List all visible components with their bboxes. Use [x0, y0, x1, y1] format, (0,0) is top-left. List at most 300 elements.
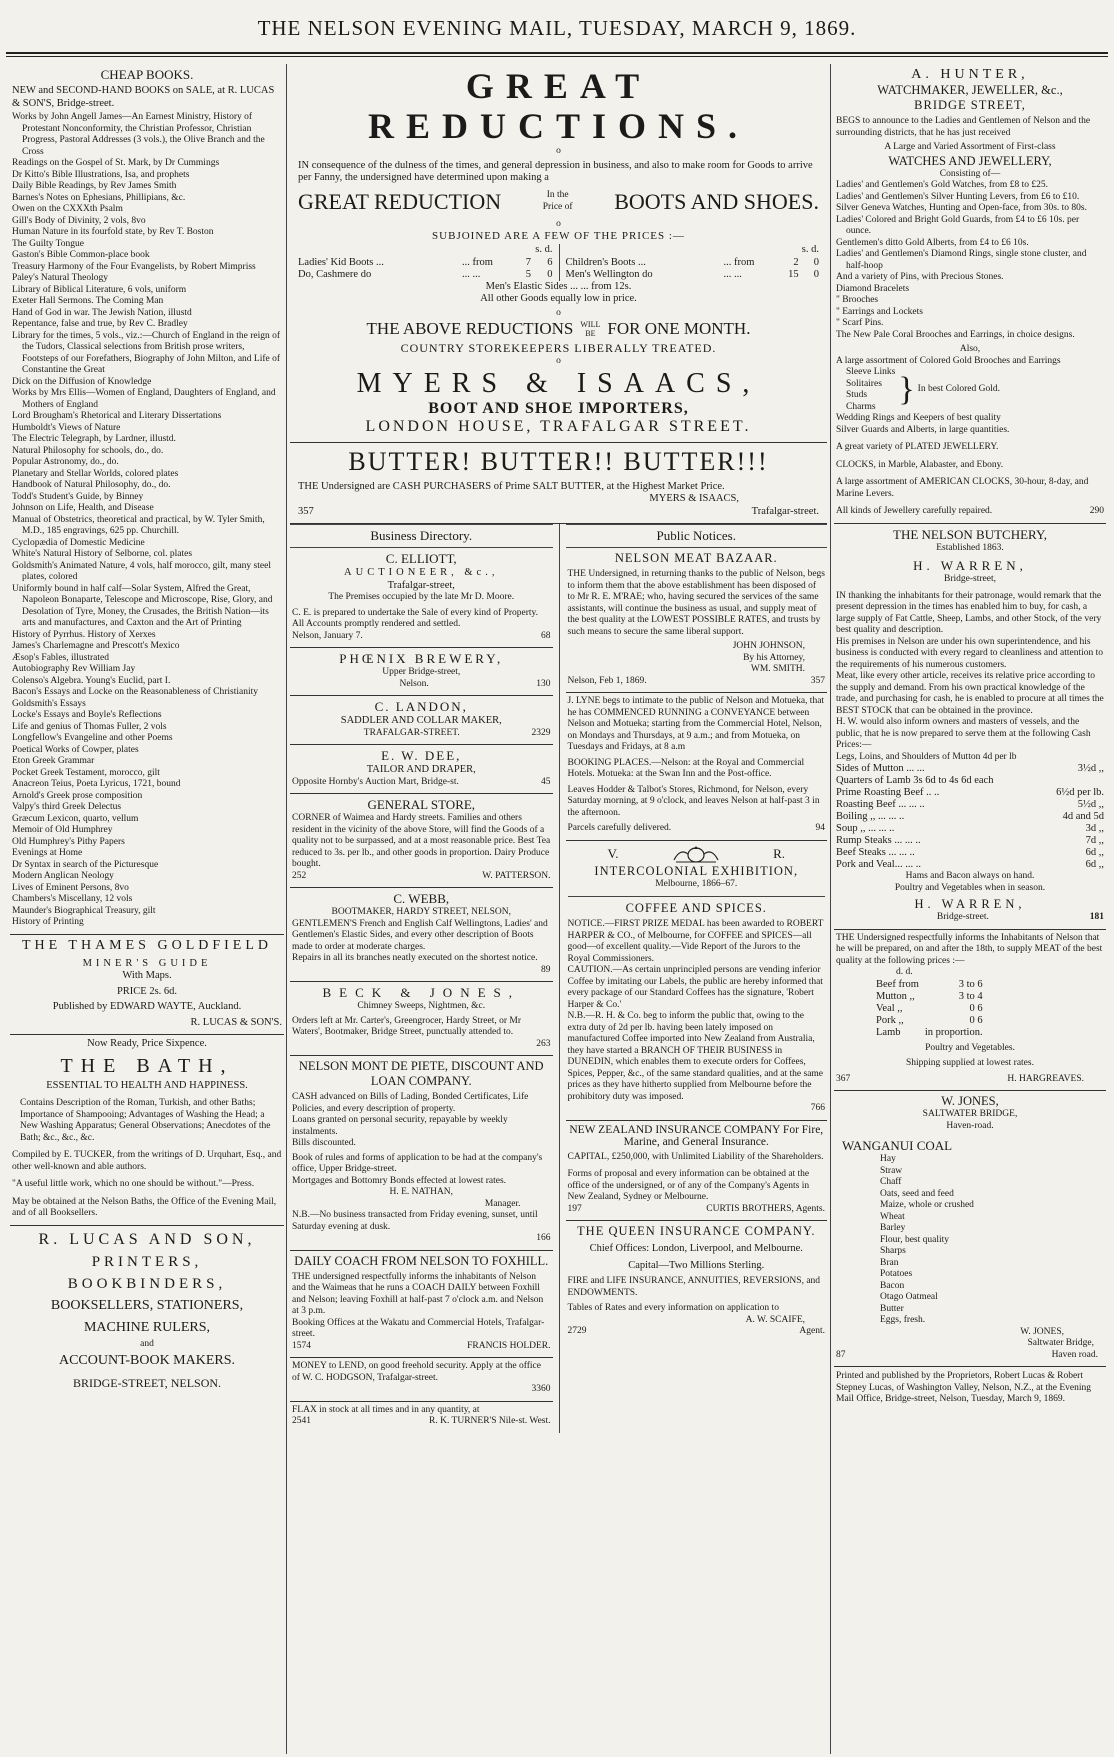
- jones-sig: W. JONES,: [1020, 1326, 1064, 1337]
- book-list-item: Todd's Student's Guide, by Binney: [12, 491, 144, 502]
- meat-price: 0 6: [969, 1014, 983, 1026]
- general-num: 252: [292, 870, 307, 881]
- beck-num: 263: [536, 1038, 551, 1049]
- jewellery-item: Ladies' and Gentlemen's Diamond Rings, single stone cluster, and half-hoop: [836, 249, 1087, 271]
- coach-num: 1574: [292, 1340, 311, 1351]
- produce-item: Oats, seed and feed: [880, 1188, 954, 1199]
- meat-item: Beef from: [876, 978, 919, 990]
- butchery-meat: Meat, like every other article, receives its relative price according to the supply and demand. From his own practical knowledge of the trade, and purchasing for cash, he is enabled to procure at all times the BEST STOCK that can be obtained in the province.: [836, 671, 1104, 716]
- book-list-item: The Guilty Tongue: [12, 238, 84, 249]
- jewellery-item: Ladies' and Gentlemen's Gold Watches, from £8 to £25.: [836, 180, 1048, 190]
- produce-item: Flour, best quality: [880, 1234, 950, 1245]
- hargreaves-poultry: Poultry and Vegetables.: [925, 1042, 1015, 1053]
- hunter-brace-group: [836, 367, 1104, 413]
- hunter-brace-list: [836, 367, 895, 413]
- coach-ad: [290, 1251, 553, 1359]
- great-headline-right: BOOTS AND SHOES.: [614, 188, 819, 214]
- book-list-item: Owen on the CXXXth Psalm: [12, 204, 123, 214]
- landon-name: C. LANDON,: [374, 699, 468, 714]
- bath-title: THE BATH,: [60, 1054, 234, 1077]
- queen-num: 2729: [567, 1326, 587, 1336]
- butchery-hams: Hams and Bacon always on hand.: [905, 871, 1035, 881]
- book-list-item: Popular Astronomy, do., do.: [12, 457, 119, 467]
- jones-coal: WANGANUI COAL: [842, 1138, 953, 1153]
- thames-goldfield-ad: [10, 935, 284, 1036]
- jewellery-item: And a variety of Pins, with Precious Stones.: [836, 272, 1004, 282]
- mont-num: 166: [536, 1233, 551, 1243]
- meat-sig1: JOHN JOHNSON,: [732, 641, 805, 651]
- produce-item: Bacon: [880, 1280, 905, 1291]
- book-list-item: Hand of God in war. The Jewish Nation, illustd: [12, 307, 192, 318]
- price-item: Do, Cashmere do: [298, 268, 372, 280]
- meat-sig3: WM. SMITH.: [750, 664, 805, 674]
- produce-item: Chaff: [880, 1177, 902, 1187]
- hunter-ad: [834, 64, 1106, 524]
- great-mark-2: o: [556, 218, 561, 229]
- book-list-item: Treasury Harmony of the Four Evangelists, by Robert Mimpriss: [12, 261, 256, 272]
- book-list-item: Dr Kitto's Bible Illustrations, Isa, and prophets: [12, 169, 190, 180]
- book-list-item: Eton Greek Grammar: [12, 756, 95, 766]
- meat-item: Soup ,, ... ... ..: [836, 823, 895, 834]
- nzins-body: Forms of proposal and every information can be obtained at the office of the undersigned, or of any of the Company's Agents in New Zealand, Sydney or Melbourne.: [567, 1169, 810, 1202]
- bath-subtitle: ESSENTIAL TO HEALTH AND HAPPINESS.: [46, 1079, 248, 1091]
- lucas-line8: BRIDGE-STREET, NELSON.: [72, 1376, 222, 1390]
- phoenix-ad: [290, 648, 553, 696]
- price-item: Ladies' Kid Boots ...: [298, 256, 384, 268]
- lucas-line2: PRINTERS,: [91, 1253, 203, 1270]
- money-ad: [290, 1358, 553, 1402]
- great-prices-left: [298, 257, 553, 281]
- book-list-item: Cyclopædia of Domestic Medicine: [12, 537, 145, 548]
- book-list-item: Life and genius of Thomas Fuller, 2 vols: [12, 721, 167, 732]
- book-list-item: Maunder's Biographical Treasury, gilt: [12, 905, 156, 916]
- column-rule-2: [830, 64, 831, 1754]
- jewellery-item: Silver Geneva Watches, Hunting and Open-face, from 30s. to 80s.: [836, 203, 1088, 213]
- book-list-item: Barnes's Notes on Ephesians, Phillipians, &c.: [12, 192, 186, 203]
- myers-firm: MYERS & ISAACS,: [356, 367, 761, 399]
- brace-item: Sleeve Links: [846, 367, 896, 377]
- general-sig: W. PATTERSON.: [482, 870, 551, 881]
- meat-date: Nelson, Feb 1, 1869.: [567, 675, 647, 686]
- jewellery-item: " Brooches: [836, 295, 879, 305]
- lucas-line1: R. LUCAS AND SON,: [38, 1230, 256, 1248]
- exhibit-title: INTERCOLONIAL EXHIBITION,: [594, 863, 799, 878]
- mont-loans: Loans granted on personal security, repayable by weekly instalments.: [292, 1115, 508, 1137]
- bath-contents: Contains Description of the Roman, Turkish, and other Baths; Importance of Shampooing; Advantages of Washing the Head; a New Washing Apparatus; General Observations; Anecdotes of the Bath; &c., &c., &c.: [20, 1098, 271, 1143]
- nelson-butchery-ad: [834, 524, 1106, 930]
- butchery-premises: His premises in Nelson are under his own superintendence, and his business is conducted with every regard to cleanliness and attention to the requirements of his numerous customers.: [836, 636, 1103, 670]
- great-prices-right: [566, 257, 820, 281]
- lucas-printers-ad: [10, 1226, 284, 1400]
- cheap-books-list: [12, 112, 282, 929]
- hargreaves-prices: [876, 979, 983, 1039]
- masthead: THE NELSON EVENING MAIL, TUESDAY, MARCH 9, 1869.: [257, 16, 857, 40]
- general-store-ad: [290, 794, 553, 888]
- book-list-item: Goldsmith's Essays: [12, 698, 86, 709]
- meat-price-row: [836, 763, 1104, 775]
- landon-ad: [290, 696, 553, 745]
- exhibit-num: 766: [810, 1103, 825, 1113]
- brace-item: Solitaires: [846, 378, 882, 389]
- exhibit-body: NOTICE.—FIRST PRIZE MEDAL has been awarded to ROBERT HARPER & CO., of Melbourne, for COFFEE and SPICES—all good—of excellent quality.—Vide Report of the Jurors to the Royal Commissioners.: [567, 919, 824, 964]
- price-shillings: 15: [788, 268, 799, 280]
- hunter-american: A large assortment of AMERICAN CLOCKS, 30-hour, 8-day, and Marine Levers.: [836, 477, 1089, 499]
- bath-quote: "A useful little work, which no one should be without."—Press.: [12, 1179, 255, 1189]
- hunter-consisting: Consisting of—: [939, 168, 1001, 179]
- book-list-item: Gill's Body of Divinity, 2 vols, 8vo: [12, 215, 146, 226]
- book-list-item: Repentance, false and true, by Rev C. Bradley: [12, 319, 188, 329]
- mont-sig-role: Manager.: [484, 1198, 521, 1209]
- webb-ad: [290, 888, 553, 982]
- nz-insurance-ad: [566, 1121, 828, 1222]
- hargreaves-shipping: Shipping supplied at lowest rates.: [906, 1058, 1034, 1068]
- nzins-num: 197: [567, 1203, 582, 1214]
- book-list-item: Bacon's Essays and Locke on the Reasonableness of Christianity: [12, 687, 259, 697]
- price-dots: ... ...: [723, 268, 742, 280]
- meat-item: Rump Steaks ... ... ..: [836, 835, 921, 846]
- book-list-item: Human Nature in its fourfold state, by Rev T. Boston: [12, 227, 214, 237]
- hunter-also-item: A large assortment of Colored Gold Brooches and Earrings: [836, 355, 1061, 366]
- flax-num: 2541: [292, 1416, 311, 1426]
- price-shillings: 2: [793, 256, 799, 268]
- jones-sig3: Haven road.: [1051, 1349, 1098, 1360]
- jewellery-item: Gentlemen's ditto Gold Alberts, from £4 to £6 10s.: [836, 237, 1029, 248]
- exhibit-sub: Melbourne, 1866–67.: [655, 878, 738, 889]
- queen-body: FIRE and LIFE INSURANCE, ANNUITIES, REVERSIONS, and ENDOWMENTS.: [567, 1276, 821, 1298]
- business-directory-head: Business Directory.: [290, 524, 553, 548]
- nzins-title: NEW ZEALAND INSURANCE COMPANY For Fire, Marine, and General Insurance.: [569, 1123, 824, 1148]
- produce-item: Sharps: [880, 1246, 906, 1256]
- dee-num: 45: [541, 776, 551, 787]
- lucas-line5: MACHINE RULERS,: [83, 1319, 210, 1335]
- phoenix-num: 130: [536, 678, 551, 689]
- produce-item: Barley: [880, 1223, 906, 1233]
- meat-price: 4d and 5d: [1062, 811, 1104, 822]
- meat-price-row: [876, 1015, 983, 1027]
- money-body: MONEY to LEND, on good freehold security. Apply at the office of W. C. HODGSON, Trafalgar-street.: [292, 1361, 541, 1383]
- price-pence: 0: [547, 268, 553, 280]
- butchery-body: IN thanking the inhabitants for their patronage, would remark that the present depression in the times has enabled him to buy, for cash, a large supply of Fat Cattle, Sheep, Lambs, and other Stock, of the very best quality and description.: [836, 590, 1102, 635]
- hunter-role: WATCHMAKER, JEWELLER, &c.,: [877, 83, 1063, 97]
- jones-place: SALTWATER BRIDGE,: [922, 1109, 1018, 1119]
- meat-item: Veal ,,: [876, 1002, 903, 1014]
- landon-num: 2329: [531, 727, 551, 738]
- meat-price-row: [836, 835, 1104, 847]
- lucas-line4: BOOKSELLERS, STATIONERS,: [50, 1297, 244, 1313]
- coach-booking: Booking Offices at the Wakatu and Commercial Hotels, Trafalgar-street.: [292, 1317, 545, 1339]
- book-list-item: Daily Bible Readings, by Rev James Smith: [12, 181, 177, 191]
- landon-role: SADDLER AND COLLAR MAKER,: [340, 715, 502, 726]
- flax-ad: [290, 1402, 553, 1433]
- meat-item: Pork ,,: [876, 1014, 904, 1026]
- dee-ad: [290, 745, 553, 794]
- butchery-street: Bridge-street,: [944, 574, 996, 584]
- book-list-item: Johnson on Life, Health, and Disease: [12, 503, 154, 513]
- lyne-parcels: Parcels carefully delivered.: [567, 823, 672, 833]
- hargreaves-sig: H. HARGREAVES.: [1007, 1073, 1084, 1084]
- book-list-item: Anacreon Teius, Poeta Lyricus, 1721, bound: [12, 779, 181, 789]
- hargreaves-body: THE Undersigned respectfully informs the Inhabitants of Nelson that he will be prepared, on and after the 18th, to supply MEAT of the best quality at the following prices :—: [836, 932, 1103, 966]
- queen-capital: Capital—Two Millions Sterling.: [628, 1259, 765, 1271]
- queen-insurance-ad: [566, 1221, 828, 1343]
- meat-price-row: [876, 979, 983, 991]
- meat-item: Pork and Veal... ... ..: [836, 859, 921, 870]
- cheap-books-title: CHEAP BOOKS.: [100, 67, 194, 82]
- above-left: THE ABOVE REDUCTIONS: [366, 319, 574, 338]
- elliott-num: 68: [541, 630, 551, 641]
- hunter-wedding: Wedding Rings and Keepers of best quality: [836, 413, 1001, 423]
- book-list-item: Dr Syntax in search of the Picturesque: [12, 859, 159, 870]
- butter-ad: [290, 443, 827, 525]
- produce-item: Wheat: [880, 1211, 905, 1222]
- webb-role: BOOTMAKER, HARDY STREET, NELSON,: [331, 907, 511, 917]
- jones-num: 87: [836, 1349, 846, 1360]
- queen-sig: A. W. SCAIFE,: [745, 1314, 805, 1325]
- meat-price: 3 to 4: [958, 990, 983, 1002]
- mont-sig: H. E. NATHAN,: [389, 1187, 454, 1197]
- elliott-street: Trafalgar-street,: [387, 579, 455, 591]
- thames-seller: R. LUCAS & SON'S.: [190, 1016, 282, 1028]
- butchery-sig: H. WARREN,: [914, 897, 1026, 911]
- butchery-title: THE NELSON BUTCHERY,: [893, 526, 1047, 542]
- meat-item: Mutton ,,: [876, 990, 915, 1002]
- meat-price-row: [836, 823, 1104, 835]
- price-shillings: 7: [525, 256, 532, 268]
- hargreaves-ad: [834, 930, 1106, 1092]
- book-list-item: Æsop's Fables, illustrated: [12, 652, 109, 663]
- hunter-num: 290: [1089, 506, 1104, 516]
- nzins-capital: CAPITAL, £250,000, with Unlimited Liability of the Shareholders.: [567, 1151, 824, 1162]
- book-list-item: Planetary and Stellar Worlds, colored plates: [12, 468, 179, 479]
- great-title: GREAT REDUCTIONS.: [367, 66, 750, 146]
- meat-price-row: [876, 1027, 983, 1039]
- mont-bills: Bills discounted.: [292, 1138, 356, 1148]
- royal-coat-of-arms-icon: [668, 844, 724, 864]
- webb-repairs: Repairs in all its branches neatly executed on the shortest notice.: [292, 953, 538, 963]
- book-list-item: Autobiography Rev William Jay: [12, 664, 136, 674]
- book-list-item: Humboldt's Views of Nature: [12, 422, 121, 433]
- meat-item: Lamb: [876, 1026, 901, 1038]
- meat-price-row: [836, 859, 1104, 871]
- thames-line2: With Maps.: [122, 970, 172, 981]
- lyne-leaves: Leaves Hodder & Talbot's Stores, Richmond, for Nelson, every Saturday morning, at 9 o'clock, and leaves Nelson at half-past 3 in the afternoon.: [567, 784, 820, 818]
- price-pence: 0: [813, 268, 819, 280]
- lucas-line7: ACCOUNT-BOOK MAKERS.: [58, 1353, 236, 1368]
- queen-title: THE QUEEN INSURANCE COMPANY.: [577, 1224, 816, 1238]
- elliott-body: C. E. is prepared to undertake the Sale of every kind of Property. All Accounts promptly rendered and settled.: [292, 607, 539, 629]
- great-country: COUNTRY STOREKEEPERS LIBERALLY TREATED.: [400, 341, 717, 355]
- meat-item: Beef Steaks ... ... ..: [836, 847, 915, 858]
- book-list-item: Library for the times, 5 vols., viz.:—Church of England in the reign of the Tudors, Classical selections from British prose writers, Footsteps of our Forefathers, Biography of John Milton, and Life of Constantine the Great: [12, 330, 281, 375]
- great-subjoined: SUBJOINED ARE A FEW OF THE PRICES :—: [432, 230, 685, 242]
- elliott-role: AUCTIONEER, &c.,: [344, 567, 499, 578]
- produce-item: Eggs, fresh.: [880, 1315, 926, 1325]
- mont-rules: Book of rules and forms of application to be had at the company's office, Upper Bridge-street.: [292, 1152, 543, 1174]
- book-list-item: Chambers's Miscellany, 12 vols: [12, 894, 133, 904]
- book-list-item: The Electric Telegraph, by Lardner, illustd.: [12, 434, 176, 444]
- hunter-large: A Large and Varied Assortment of First-class: [884, 142, 1056, 152]
- meat-body: THE Undersigned, in returning thanks to the public of Nelson, begs to inform them that the above establishment has been disposed of to Mr R. E. M'RAE; who, having secured the services of the same assistants, will continue the business as usual, and supply meat of the best quality at the LOWEST POSSIBLE RATES, and trusts by such means to secure the same liberal support.: [567, 569, 826, 637]
- meat-price-row: [836, 799, 1104, 811]
- beck-body: Orders left at Mr. Carter's, Greengrocer, Hardy Street, or Mr Waters', Bootmaker, Bridge Street, punctually attended to.: [292, 1015, 521, 1037]
- jones-items: [836, 1154, 1104, 1327]
- meat-item: Boiling ,, ... ... ..: [836, 811, 905, 822]
- book-list-item: Modern Anglican Neology: [12, 871, 114, 881]
- beck-name: BECK & JONES,: [322, 985, 521, 1000]
- great-headline-left: GREAT REDUCTION: [298, 188, 502, 214]
- book-list-item: Memoir of Old Humphrey: [12, 825, 113, 835]
- queen-role: Agent.: [799, 1326, 825, 1336]
- elliott-premises: The Premises occupied by the late Mr D. Moore.: [328, 592, 515, 602]
- great-body: IN consequence of the dulness of the times, and general depression in business, and also to make room for Goods to arrive per Fanny, the undersigned have determined upon making a: [298, 159, 813, 183]
- book-list-item: Handbook of Natural Philosophy, do., do.: [12, 480, 171, 490]
- hunter-name: A. HUNTER,: [911, 67, 1029, 82]
- column-middle: [290, 64, 827, 1754]
- landon-street: TRAFALGAR-STREET.: [363, 727, 460, 738]
- jones-ad: [834, 1091, 1106, 1367]
- produce-item: Potatoes: [880, 1269, 913, 1279]
- column-left: [10, 64, 284, 1754]
- book-list-item: Old Humphrey's Pithy Papers: [12, 836, 125, 847]
- meat-item: Sides of Mutton ... ...: [836, 763, 925, 774]
- book-list-item: Works by John Angell James—An Earnest Ministry, History of Protestant Nonconformity, the Christian Professor, Christian Progress, Pastoral Addresses (3 vols.), the Olive Branch and the Cross: [12, 112, 265, 157]
- thames-pub: Published by EDWARD WAYTE, Auckland.: [52, 1001, 242, 1012]
- directory-notices-grid: [290, 524, 827, 1433]
- cheap-books-ad: [10, 64, 284, 935]
- nzins-sig: CURTIS BROTHERS, Agents.: [706, 1203, 825, 1214]
- coach-body: THE undersigned respectfully informs the inhabitants of Nelson and the Waimeas that he runs a COACH DAILY between Foxhill and Nelson; leaving Foxhill at half-past 7 o'clock a.m. and Nelson at 3 p.m.: [292, 1271, 544, 1316]
- lyne-body: J. LYNE begs to intimate to the public of Nelson and Motueka, that he has COMMENCED RUNNING a CONVEYANCE between Nelson and Motueka; starting from the Commercial Hotel, Nelson, on Mondays and Thursdays, at 9 a.m.; and from Motueka, on Tuesdays and Fridays, at 8 a.m: [567, 696, 825, 752]
- jewellery-item: " Earrings and Lockets: [836, 306, 923, 317]
- meat-price: 6d ,,: [1085, 859, 1104, 870]
- bath-obtain: May be obtained at the Nelson Baths, the Office of the Evening Mail, and of all Booksellers.: [12, 1196, 277, 1218]
- meat-num: 357: [810, 675, 825, 686]
- butter-body: THE Undersigned are CASH PURCHASERS of Prime SALT BUTTER, at the Highest Market Price.: [298, 480, 725, 492]
- dee-role: TAILOR AND DRAPER,: [366, 764, 476, 775]
- price-pence: 0: [813, 256, 819, 268]
- exhibit-r: R.: [773, 845, 785, 861]
- exhibit-nb: N.B.—R. H. & Co. beg to inform the public that, owing to the extra duty of 2d per lb. having been lately imposed on manufactured Coffee imported into New Zealand from Australia, they have started a BRANCH OF THEIR BUSINESS in DUNEDIN, which enables them to execute orders for Coffees, Spices, Pepper, &c., of the same standard qualities, and at the same prices as they have hitherto supplied from Melbourne before the prohibitory duty was imposed.: [567, 1011, 824, 1102]
- book-list-item: Pocket Greek Testament, morocco, gilt: [12, 767, 160, 778]
- book-list-item: Longfellow's Evangeline and other Poems: [12, 733, 173, 743]
- meat-price-row: [876, 1003, 983, 1015]
- jewellery-item: Ladies' Colored and Bright Gold Guards, from £4 to £6 10s. per ounce.: [836, 214, 1080, 236]
- mont-de-piete-ad: [290, 1056, 553, 1251]
- meat-title: NELSON MEAT BAZAAR.: [614, 551, 778, 565]
- hunter-also: Also,: [959, 344, 981, 354]
- meat-price: 6d ,,: [1085, 847, 1104, 858]
- general-title: GENERAL STORE,: [367, 797, 476, 812]
- butchery-sig-street: Bridge-street.: [936, 912, 989, 922]
- bath-compiled: Compiled by E. TUCKER, from the writings of D. Urquhart, Esq., and other well-known and able authors.: [12, 1150, 282, 1172]
- bath-ad: [10, 1035, 284, 1226]
- great-headline-mid: In the Price of: [542, 190, 573, 212]
- butchery-legs: Legs, Loins, and Shoulders of Mutton 4d per lb: [836, 751, 1017, 762]
- bath-ready: Now Ready, Price Sixpence.: [87, 1038, 207, 1049]
- price-dots: ... from: [723, 256, 755, 268]
- brace-item: Charms: [846, 401, 876, 412]
- meat-price: 6½d per lb.: [1056, 787, 1104, 798]
- price-dots: ... from: [461, 256, 493, 268]
- exhibit-caution: CAUTION.—As certain unprincipled persons are vending inferior Coffee by imitating our Labels, the public are hereby informed that every package of our Standard Coffees has the signature, 'Robert Harper & Co.': [567, 965, 823, 1010]
- meat-price-row: [836, 811, 1104, 823]
- meat-price-row: [876, 991, 983, 1003]
- price-dots: ... ...: [461, 268, 481, 280]
- book-list-item: Gaston's Bible Common-place book: [12, 250, 150, 260]
- dee-addr: Opposite Hornby's Auction Mart, Bridge-st.: [292, 776, 459, 787]
- public-notices-head: Public Notices.: [566, 524, 828, 548]
- great-mark: o: [556, 146, 561, 156]
- phoenix-town: Nelson.: [399, 678, 429, 689]
- price-row: [298, 269, 553, 281]
- meat-price: 7d ,,: [1085, 835, 1104, 846]
- great-sd-left: s. d.: [535, 244, 553, 255]
- jewellery-item: The New Pale Coral Brooches and Earrings, in choice designs.: [836, 329, 1075, 340]
- great-mark-3: o: [556, 307, 561, 318]
- beck-role: Chimney Sweeps, Nightmen, &c.: [357, 1001, 486, 1011]
- mont-body: CASH advanced on Bills of Lading, Bonded Certificates, Life Policies, and every description of property.: [292, 1092, 529, 1114]
- book-list-item: James's Charlemagne and Prescott's Mexico: [12, 641, 180, 651]
- butter-title: BUTTER! BUTTER!! BUTTER!!!: [348, 446, 769, 476]
- hunter-silver: Silver Guards and Alberts, in large quantities.: [836, 424, 1010, 435]
- mont-nb: N.B.—No business transacted from Friday evening, sunset, until Saturday evening at dusk.: [292, 1210, 538, 1232]
- hunter-watches: WATCHES AND JEWELLERY,: [888, 153, 1052, 168]
- meat-sig2: By his Attorney,: [743, 652, 805, 663]
- meat-price: [1036, 775, 1104, 787]
- column-right: [834, 64, 1106, 1754]
- brace-item: Studs: [846, 390, 868, 400]
- exhibit-v: V.: [607, 845, 619, 861]
- hunter-plated: A great variety of PLATED JEWELLERY.: [836, 442, 999, 452]
- book-list-item: Paley's Natural Theology: [12, 273, 108, 283]
- lyne-ad: [566, 693, 828, 841]
- dee-name: E. W. DEE,: [381, 748, 462, 763]
- jones-name: W. JONES,: [941, 1094, 999, 1108]
- jewellery-item: " Scarf Pins.: [836, 318, 884, 328]
- webb-num: 89: [541, 964, 551, 975]
- book-list-item: Works by Mrs Ellis—Women of England, Daughters of England, and Mothers of England: [12, 388, 276, 410]
- hunter-brace-text: In best Colored Gold.: [917, 384, 1000, 395]
- meat-item: Prime Roasting Beef .. ..: [836, 787, 940, 798]
- butter-firm: MYERS & ISAACS,: [649, 493, 739, 504]
- general-body: CORNER of Waimea and Hardy streets. Families and others resident in the vicinity of the above Store, will find the Goods of a quality not to be surpassed, and at a most reasonable price. Best Tea reduced to 3s. per lb., and other goods in proportion. Dairy Produce bought.: [292, 813, 551, 869]
- produce-item: Hay: [880, 1154, 896, 1164]
- meat-price-row: [836, 847, 1104, 859]
- meat-price-row: [836, 787, 1104, 799]
- above-mid: WILL BE: [580, 320, 601, 338]
- exhibit-coffee: COFFEE AND SPICES.: [568, 896, 826, 916]
- great-mark-4: o: [556, 356, 561, 366]
- phoenix-name: PHŒNIX BREWERY,: [339, 651, 504, 666]
- great-elastic: Men's Elastic Sides ... ... from 12s.: [485, 280, 632, 292]
- public-notices: [559, 524, 828, 1433]
- elliott-date: Nelson, January 7.: [292, 630, 363, 641]
- meat-price: 3½d ,,: [1077, 763, 1104, 774]
- book-list-item: History of Printing: [12, 917, 84, 927]
- webb-name: C. WEBB,: [393, 891, 450, 906]
- book-list-item: Colenso's Algebra. Young's Euclid, part I.: [12, 675, 171, 686]
- book-list-item: Lives of Eminent Persons, 8vo: [12, 882, 129, 893]
- meat-item: Quarters of Lamb 3s 6d to 4s 6d each: [836, 775, 994, 786]
- meat-item: Roasting Beef ... ... ..: [836, 799, 925, 810]
- meat-price: in proportion.: [924, 1026, 983, 1038]
- exhibition-ad: [566, 841, 828, 1121]
- myers-addr: LONDON HOUSE, TRAFALGAR STREET.: [365, 417, 752, 435]
- book-list-item: Exeter Hall Sermons. The Coming Man: [12, 296, 164, 306]
- hunter-items: [836, 180, 1104, 341]
- jones-sig2: Saltwater Bridge,: [1027, 1338, 1094, 1348]
- flax-sig: R. K. TURNER'S Nile-st. West.: [429, 1416, 551, 1426]
